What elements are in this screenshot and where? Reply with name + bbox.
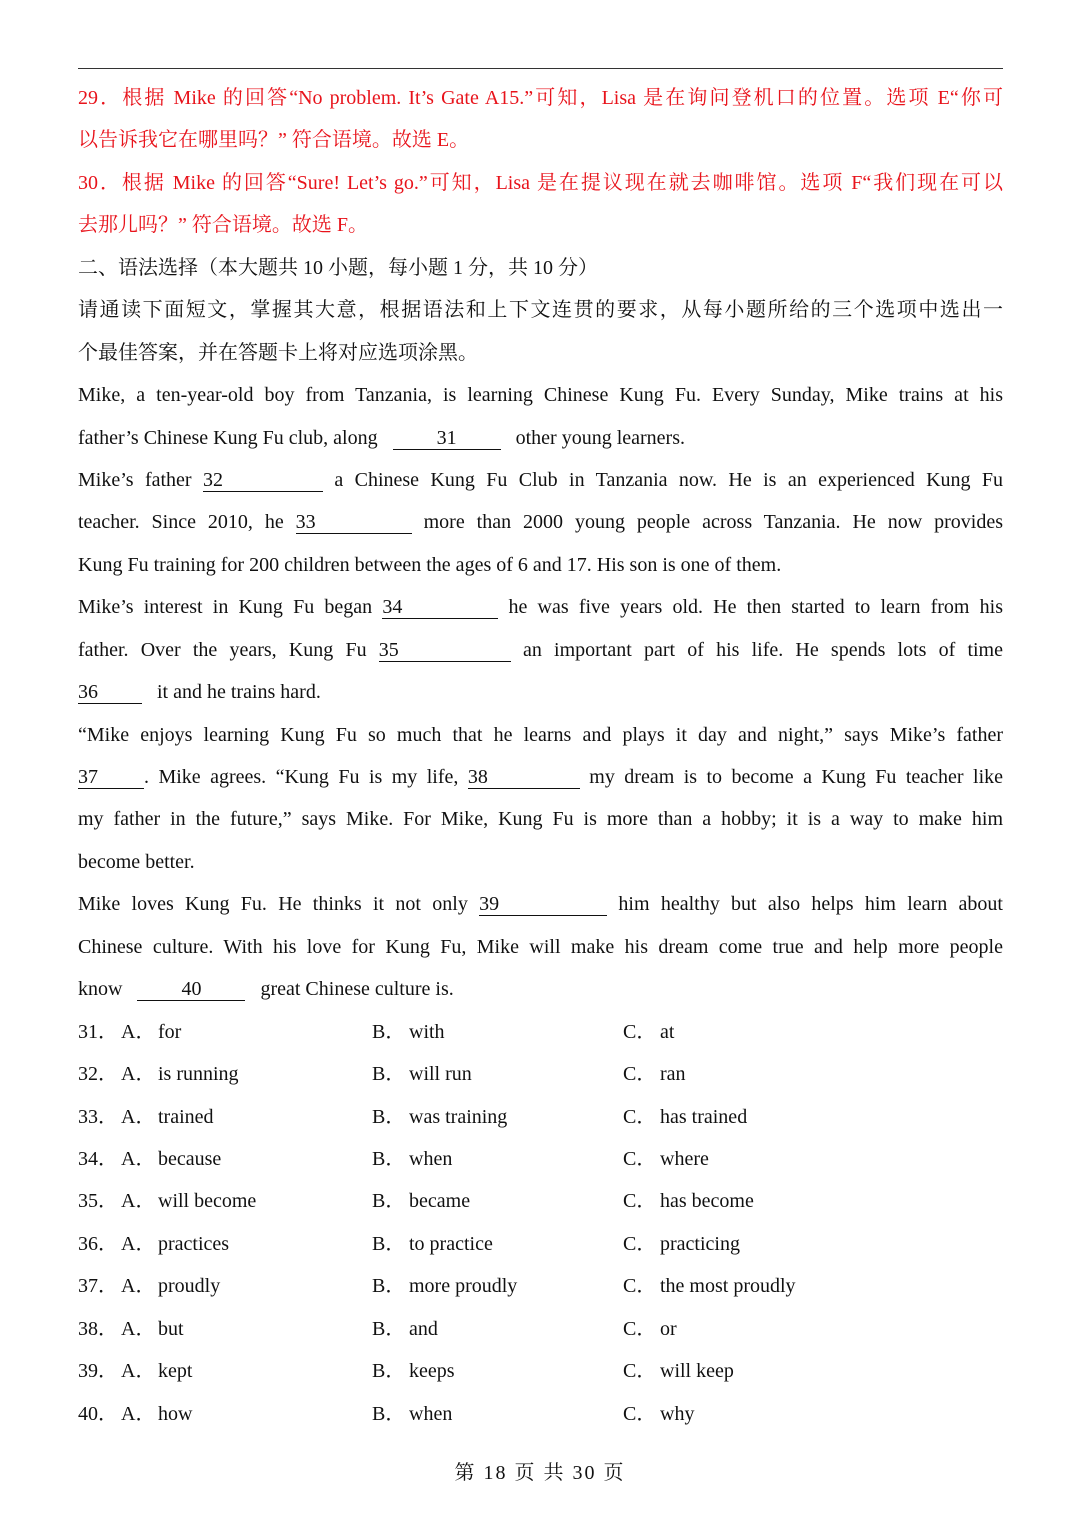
option-text: how [158,1402,193,1425]
option-text: will become [158,1190,257,1213]
analysis-30-line-1: 30．根据 Mike 的回答“Sure! Let’s go.”可知，Lisa 是在提议现在就去咖啡馆。选项 F“我们现在可以 [78,171,1003,194]
option-c[interactable] [623,1308,677,1350]
option-a[interactable] [121,1393,372,1435]
passage-line-10 [78,756,1003,798]
passage-text: a Chinese Kung Fu Club in Tanzania now. He is an experienced Kung Fu [334,468,1003,491]
option-text: because [158,1147,222,1170]
option-b[interactable] [372,1223,623,1265]
option-text: where [660,1147,709,1170]
passage-text: Mike loves Kung Fu. He thinks it not only [78,893,468,916]
passage-line-12: become better. [78,850,195,873]
passage-line-2 [78,417,1003,459]
option-letter: B． [372,1190,406,1213]
option-row [78,1011,1003,1053]
passage-line-14: Chinese culture. With his love for Kung Fu, Mike will make his dream come true and help more people [78,935,1003,958]
option-a[interactable] [121,1180,372,1222]
option-text: keeps [409,1360,455,1383]
option-a[interactable] [121,1011,372,1053]
question-number: 34． [78,1147,118,1170]
option-letter: A． [121,1275,156,1298]
question-number: 35． [78,1190,118,1213]
passage-line-5: Kung Fu training for 200 children between the ages of 6 and 17. His son is one of them. [78,553,782,576]
passage-line-6 [78,586,1003,628]
option-letter: B． [372,1402,406,1425]
passage-text: father’s Chinese Kung Fu club, along [78,426,378,449]
option-text: was training [409,1105,508,1128]
option-c[interactable] [623,1223,740,1265]
option-letter: C． [623,1402,657,1425]
blank-33: 33 [296,511,412,534]
option-b[interactable] [372,1265,623,1307]
option-b[interactable] [372,1308,623,1350]
passage-text: Mike’s interest in Kung Fu began [78,596,373,619]
blank-38: 38 [468,766,580,789]
option-letter: C． [623,1105,657,1128]
passage-line-15 [78,968,1003,1010]
option-letter: B． [372,1360,406,1383]
option-letter: B． [372,1275,406,1298]
option-letter: A． [121,1020,156,1043]
option-a[interactable] [121,1096,372,1138]
passage-line-11: my father in the future,” says Mike. For Mike, Kung Fu is more than a hobby; it is a way to make him [78,808,1003,831]
option-text: will run [409,1063,472,1086]
option-a[interactable] [121,1223,372,1265]
option-text: with [409,1020,445,1043]
blank-31: 31 [393,427,501,450]
option-letter: C． [623,1275,657,1298]
passage-text: Mike’s father [78,468,192,491]
passage-line-7 [78,629,1003,671]
section-instruction: 请通读下面短文，掌握其大意，根据语法和上下文连贯的要求，从每小题所给的三个选项中选出一 [78,299,1003,322]
passage-text: he was five years old. He then started to learn from his [508,596,1003,619]
passage-text: know [78,978,123,1001]
option-text: and [409,1317,438,1340]
header-rule [78,68,1003,69]
option-c[interactable] [623,1053,686,1095]
option-letter: A． [121,1063,156,1086]
option-b[interactable] [372,1180,623,1222]
option-b[interactable] [372,1138,623,1180]
analysis-29-line-2: 以告诉我它在哪里吗？” 符合语境。故选 E。 [78,129,470,152]
option-b[interactable] [372,1350,623,1392]
option-text: trained [158,1105,214,1128]
option-letter: C． [623,1360,657,1383]
option-letter: A． [121,1232,156,1255]
option-b[interactable] [372,1096,623,1138]
option-letter: C． [623,1063,657,1086]
passage-text: an important part of his life. He spends lots of time [522,638,1003,661]
option-a[interactable] [121,1138,372,1180]
option-letter: B． [372,1020,406,1043]
option-text: for [158,1020,182,1043]
option-letter: B． [372,1232,406,1255]
blank-39: 39 [479,893,607,916]
option-row [78,1223,1003,1265]
option-row [78,1138,1003,1180]
passage-line-3 [78,459,1003,501]
option-a[interactable] [121,1308,372,1350]
option-a[interactable] [121,1265,372,1307]
section-instruction-cont: 个最佳答案，并在答题卡上将对应选项涂黑。 [78,341,478,364]
option-c[interactable] [623,1180,754,1222]
option-letter: A． [121,1190,156,1213]
passage-line-4 [78,501,1003,543]
option-text: practices [158,1232,230,1255]
option-text: will keep [660,1360,734,1383]
page-content [78,77,1003,1435]
option-c[interactable] [623,1096,747,1138]
option-letter: B． [372,1147,406,1170]
passage-line-1: Mike, a ten-year-old boy from Tanzania, is learning Chinese Kung Fu. Every Sunday, Mike trains at his [78,384,1003,407]
option-a[interactable] [121,1053,372,1095]
option-row [78,1265,1003,1307]
option-b[interactable] [372,1053,623,1095]
option-letter: C． [623,1147,657,1170]
option-a[interactable] [121,1350,372,1392]
option-c[interactable] [623,1011,674,1053]
option-b[interactable] [372,1011,623,1053]
option-text: more proudly [409,1275,518,1298]
option-letter: A． [121,1105,156,1128]
option-letter: B． [372,1063,406,1086]
option-c[interactable] [623,1350,734,1392]
question-number: 40． [78,1402,118,1425]
option-text: is running [158,1063,239,1086]
option-row [78,1308,1003,1350]
blank-37: 37 [78,766,144,789]
analysis-29-line-1: 29．根据 Mike 的回答“No problem. It’s Gate A15.”可知，Lisa 是在询问登机口的位置。选项 E“你可 [78,87,1003,109]
option-row [78,1053,1003,1095]
option-text: practicing [660,1232,740,1255]
options-list [78,1011,1003,1435]
passage-text: father. Over the years, Kung Fu [78,638,367,661]
option-text: but [158,1317,184,1340]
option-c[interactable] [623,1393,694,1435]
question-number: 36． [78,1232,118,1255]
question-number: 37． [78,1275,118,1298]
option-letter: A． [121,1147,156,1170]
passage-line-8 [78,671,1003,713]
option-letter: A． [121,1317,156,1340]
option-letter: C． [623,1317,657,1340]
passage-text: my dream is to become a Kung Fu teacher like [589,766,1003,788]
passage-text: other young learners. [515,426,685,449]
question-number: 33． [78,1105,118,1128]
option-row [78,1096,1003,1138]
blank-34: 34 [382,596,498,619]
passage-line-13 [78,883,1003,925]
question-number: 38． [78,1317,118,1340]
option-text: or [660,1317,677,1340]
option-letter: A． [121,1402,156,1425]
blank-32: 32 [203,469,323,492]
passage-text: great Chinese culture is. [260,978,454,1001]
option-text: has trained [660,1105,748,1128]
option-b[interactable] [372,1393,623,1435]
option-letter: B． [372,1317,406,1340]
passage-text: him healthy but also helps him learn about [618,893,1003,916]
passage-line-9: “Mike enjoys learning Kung Fu so much that he learns and plays it day and night,” says Mike’s father [78,723,1003,746]
passage-text: more than 2000 young people across Tanzania. He now provides [423,511,1003,534]
option-letter: C． [623,1232,657,1255]
option-text: when [409,1147,453,1170]
passage-text: teacher. Since 2010, he [78,511,284,534]
blank-40: 40 [137,978,245,1001]
option-c[interactable] [623,1265,796,1307]
option-text: at [660,1020,675,1043]
section-title: 二、语法选择（本大题共 10 小题，每小题 1 分，共 10 分） [78,256,598,279]
option-text: why [660,1402,695,1425]
blank-36: 36 [78,681,142,704]
option-c[interactable] [623,1138,709,1180]
option-text: proudly [158,1275,221,1298]
passage-text: . Mike agrees. “Kung Fu is my life, [144,766,459,788]
page-footer: 第 18 页 共 30 页 [454,1462,626,1484]
option-letter: C． [623,1020,657,1043]
question-number: 32． [78,1063,118,1086]
option-text: ran [660,1063,686,1086]
passage-text: it and he trains hard. [157,681,321,704]
option-text: kept [158,1360,193,1383]
option-row [78,1350,1003,1392]
analysis-30-line-2: 去那儿吗？” 符合语境。故选 F。 [78,214,368,237]
question-number: 39． [78,1360,118,1383]
option-letter: C． [623,1190,657,1213]
option-letter: B． [372,1105,406,1128]
option-text: has become [660,1190,754,1213]
option-text: to practice [409,1232,493,1255]
blank-35: 35 [379,639,511,662]
option-text: became [409,1190,471,1213]
question-number: 31． [78,1020,118,1043]
option-row [78,1180,1003,1222]
option-letter: A． [121,1360,156,1383]
option-row [78,1393,1003,1435]
option-text: when [409,1402,453,1425]
option-text: the most proudly [660,1275,796,1298]
